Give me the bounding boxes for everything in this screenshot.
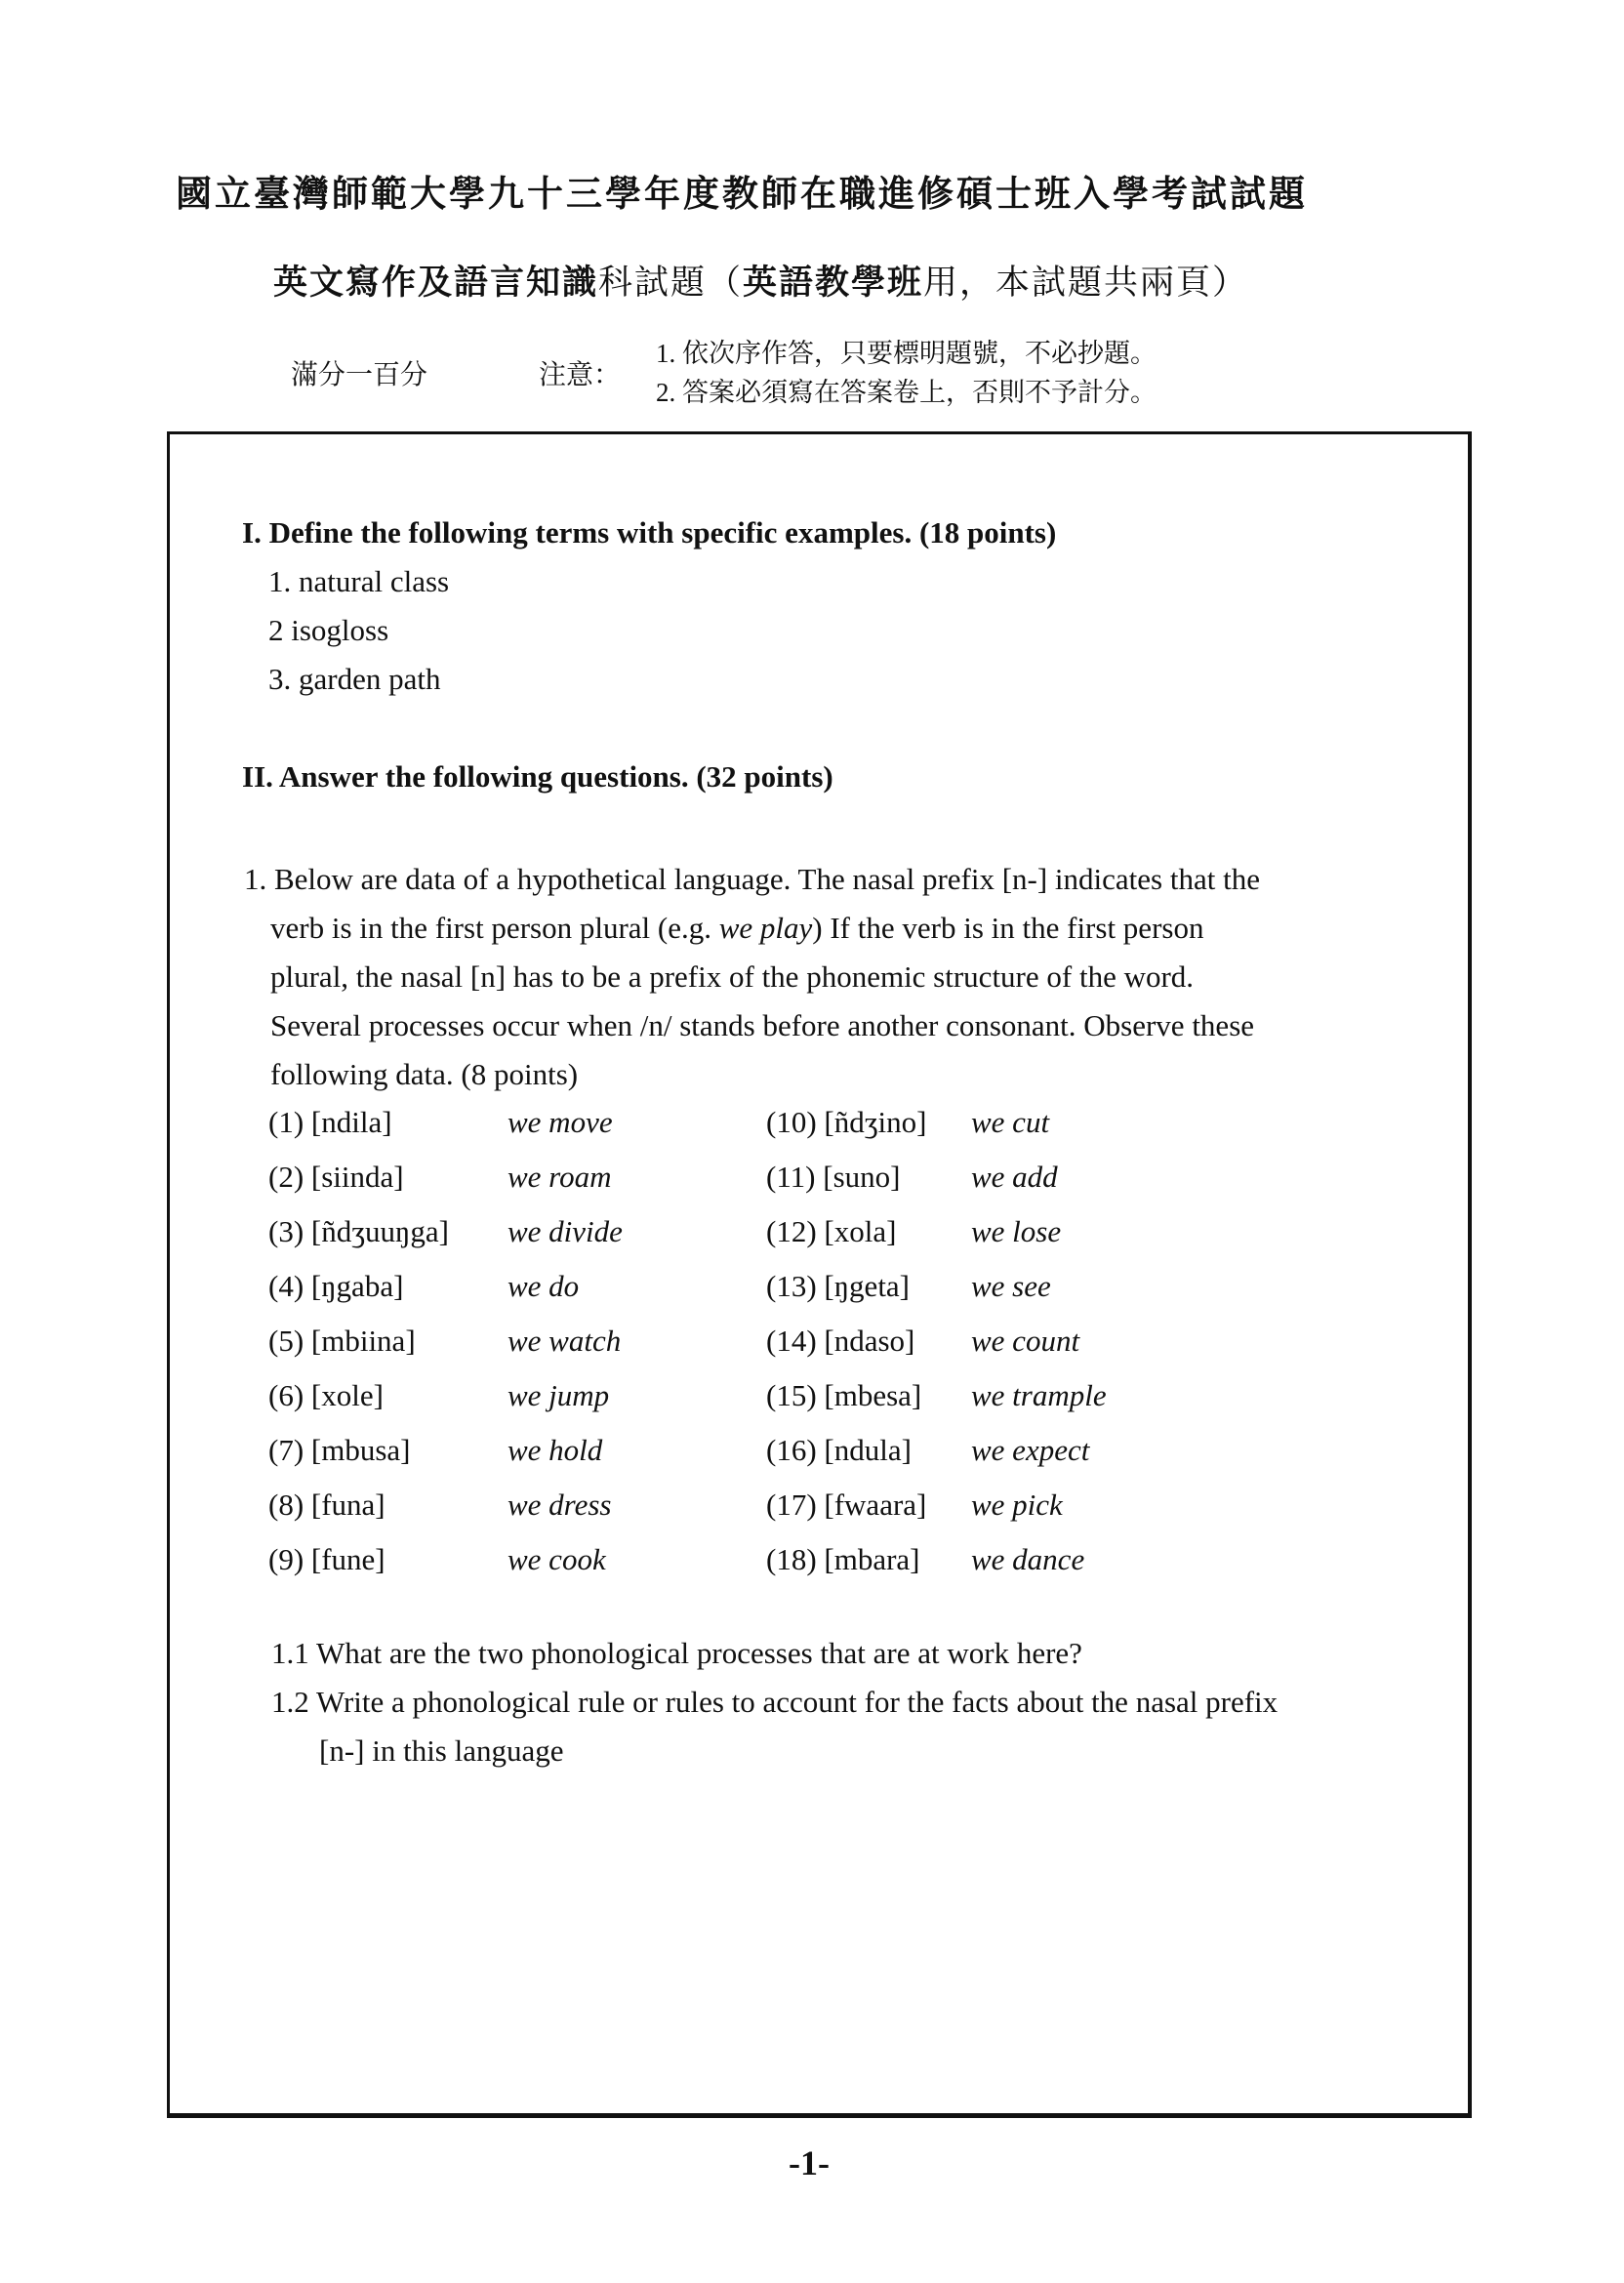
form-cell: (6) [xole]	[268, 1378, 384, 1412]
question-1-paragraph	[244, 855, 1376, 1099]
gloss-cell: we move	[508, 1105, 613, 1139]
subject-suffix: 科試題（	[598, 264, 744, 302]
program-suffix: 用，本試題共兩頁）	[923, 264, 1249, 302]
page-number: -1-	[789, 2143, 830, 2182]
form-cell: (5) [mbiina]	[268, 1324, 416, 1358]
form-cell: (18) [mbara]	[766, 1542, 920, 1576]
gloss-cell: we dress	[508, 1488, 612, 1522]
form-cell: (1) [ndila]	[268, 1105, 392, 1139]
exam-subtitle	[273, 256, 1248, 305]
form-cell: (12) [xola]	[766, 1214, 897, 1248]
question-1-line-4: Several processes occur when /n/ stands before another consonant. Observe these	[270, 1008, 1255, 1042]
question-1-line-2	[244, 904, 1376, 953]
gloss-cell: we see	[971, 1269, 1051, 1303]
sub-question-1-2-continued: [n-] in this language	[319, 1733, 564, 1768]
example-we-play: we play	[718, 911, 813, 945]
form-cell: (8) [funa]	[268, 1488, 386, 1522]
program-name: 英語教學班	[743, 264, 924, 302]
gloss-cell: we roam	[508, 1160, 612, 1194]
sub-question-1-2: 1.2 Write a phonological rule or rules to account for the facts about the nasal prefix	[271, 1685, 1279, 1719]
gloss-cell: we cook	[508, 1542, 606, 1576]
form-cell: (4) [ŋgaba]	[268, 1269, 404, 1303]
gloss-cell: we expect	[971, 1433, 1090, 1467]
section1-heading: I. Define the following terms with specific examples. (18 points)	[242, 515, 1057, 550]
section2-heading: II. Answer the following questions. (32 points)	[242, 759, 833, 794]
gloss-cell: we watch	[508, 1324, 622, 1358]
form-cell: (2) [siinda]	[268, 1160, 404, 1194]
gloss-cell: we hold	[508, 1433, 603, 1467]
gloss-cell: we add	[971, 1160, 1058, 1194]
gloss-cell: we divide	[508, 1214, 623, 1248]
exam-title: 國立臺灣師範大學九十三學年度教師在職進修碩士班入學考試試題	[176, 175, 1308, 215]
gloss-cell: we pick	[971, 1488, 1063, 1522]
gloss-cell: we trample	[971, 1378, 1107, 1412]
question-1-line-5: following data. (8 points)	[270, 1057, 579, 1091]
notice-item-1: 1. 依次序作答，只要標明題號，不必抄題。	[656, 339, 1157, 368]
question-1-line-3: plural, the nasal [n] has to be a prefix of the phonemic structure of the word.	[270, 959, 1195, 994]
question-1-line-2-end: ) If the verb is in the first person	[812, 911, 1204, 945]
section1-item-1: 1. natural class	[268, 564, 450, 598]
form-cell: (13) [ŋgeta]	[766, 1269, 911, 1303]
form-cell: (7) [mbusa]	[268, 1433, 411, 1467]
form-cell: (9) [fune]	[268, 1542, 386, 1576]
sub-question-1-1: 1.1 What are the two phonological processes that are at work here?	[271, 1636, 1082, 1670]
form-cell: (17) [fwaara]	[766, 1488, 927, 1522]
form-cell: (11) [suno]	[766, 1160, 901, 1194]
notice-item-2: 2. 答案必須寫在答案卷上，否則不予計分。	[656, 378, 1157, 407]
gloss-cell: we lose	[971, 1214, 1062, 1248]
form-cell: (14) [ndaso]	[766, 1324, 915, 1358]
section1-item-3: 3. garden path	[268, 662, 441, 696]
form-cell: (3) [ñdʒuuŋga]	[268, 1214, 449, 1248]
gloss-cell: we cut	[971, 1105, 1050, 1139]
notice-label: 注意：	[539, 360, 622, 390]
full-score: 滿分一百分	[291, 360, 428, 390]
gloss-cell: we do	[508, 1269, 580, 1303]
gloss-cell: we jump	[508, 1378, 610, 1412]
gloss-cell: we count	[971, 1324, 1080, 1358]
form-cell: (16) [ndula]	[766, 1433, 912, 1467]
question-1-line-1: 1. Below are data of a hypothetical language. The nasal prefix [n-] indicates that the	[244, 862, 1260, 896]
form-cell: (15) [mbesa]	[766, 1378, 922, 1412]
gloss-cell: we dance	[971, 1542, 1085, 1576]
form-cell: (10) [ñdʒino]	[766, 1105, 927, 1139]
section1-item-2: 2 isogloss	[268, 613, 389, 647]
question-1-line-2-start: verb is in the first person plural (e.g.	[270, 911, 719, 945]
subject-name: 英文寫作及語言知識	[273, 264, 599, 302]
